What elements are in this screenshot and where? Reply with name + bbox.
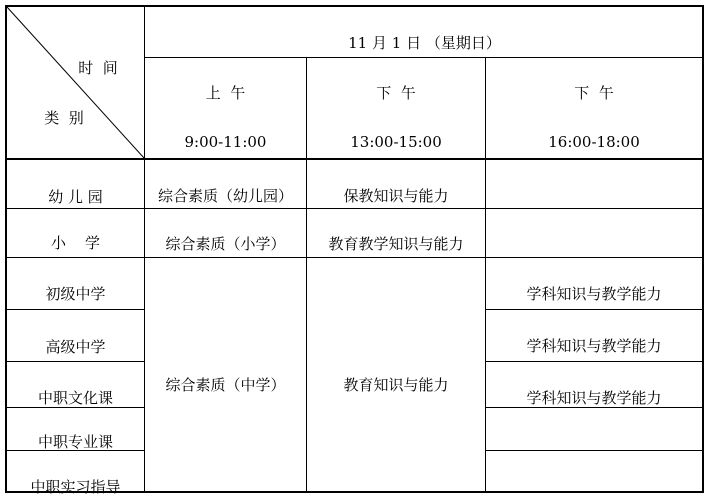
cell-primary-afternoon: 教育教学知识与能力 xyxy=(328,234,464,253)
category-senior-high: 高级中学 xyxy=(45,337,106,356)
cell-kindergarten-afternoon: 保教知识与能力 xyxy=(343,186,449,205)
session-2-time: 13:00-15:00 xyxy=(350,133,442,151)
date-header: 11 月 1 日 （星期日） xyxy=(348,33,501,52)
cell-vocational-culture-late: 学科知识与教学能力 xyxy=(526,388,662,407)
category-kindergarten: 幼 儿 园 xyxy=(48,187,103,206)
category-vocational-internship: 中职实习指导 xyxy=(30,477,121,496)
cell-senior-high-late: 学科知识与教学能力 xyxy=(526,336,662,355)
category-vocational-professional: 中职专业课 xyxy=(37,432,113,451)
corner-label-time: 时 间 xyxy=(78,58,118,77)
session-1-time: 9:00-11:00 xyxy=(184,133,267,151)
cell-junior-high-late: 学科知识与教学能力 xyxy=(526,284,662,303)
corner-label-category: 类 别 xyxy=(44,108,84,127)
session-2-name: 下 午 xyxy=(376,83,416,102)
session-3-name: 下 午 xyxy=(574,83,614,102)
cell-secondary-morning: 综合素质（中学） xyxy=(165,375,286,394)
category-junior-high: 初级中学 xyxy=(45,284,106,303)
cell-secondary-afternoon: 教育知识与能力 xyxy=(343,375,449,394)
session-1-name: 上 午 xyxy=(205,83,246,102)
session-3-time: 16:00-18:00 xyxy=(548,133,640,151)
cell-primary-morning: 综合素质（小学） xyxy=(165,234,286,253)
cell-kindergarten-morning: 综合素质（幼儿园） xyxy=(157,186,293,205)
category-primary: 小 学 xyxy=(50,233,101,252)
category-vocational-culture: 中职文化课 xyxy=(37,388,113,407)
